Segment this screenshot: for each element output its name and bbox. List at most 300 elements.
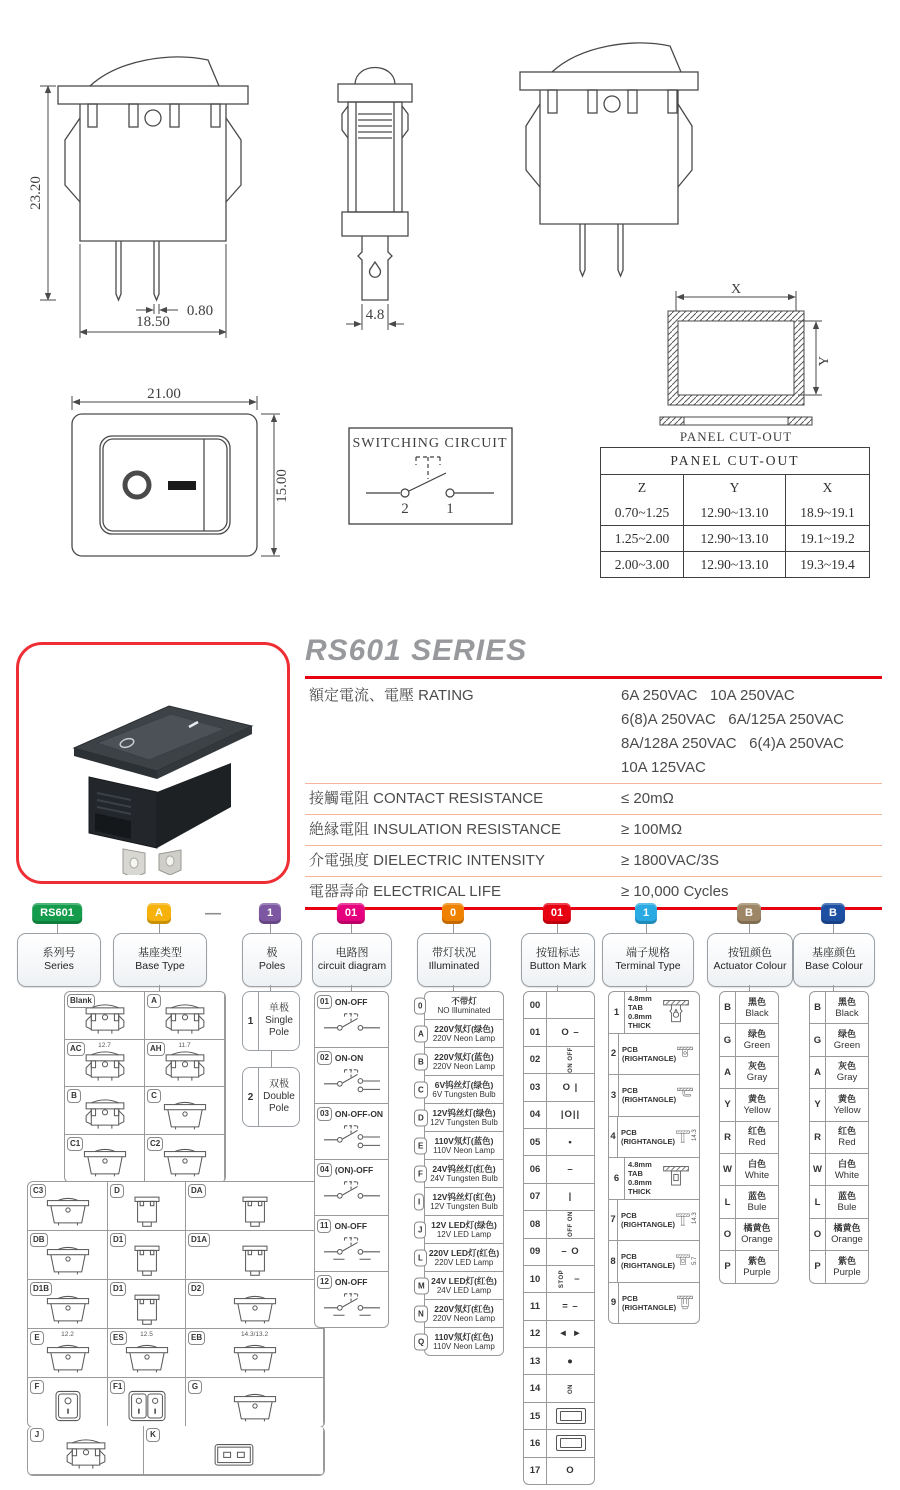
button-mark-symbol <box>547 1430 594 1456</box>
button-mark-option <box>524 1019 594 1046</box>
button-mark-text: – O <box>561 1246 580 1258</box>
spec-label: 絶縁電阻 INSULATION RESISTANCE <box>309 821 561 838</box>
cutout-caption: PANEL CUT-OUT <box>679 429 793 444</box>
terminal-code: 6 <box>609 1158 625 1199</box>
col-header-y: Y <box>684 475 786 500</box>
illuminated-en: 12V Tungsten Bulb <box>430 1201 498 1211</box>
poles-en: Double Pole <box>263 1091 295 1114</box>
spec-value <box>621 681 882 783</box>
colour-option <box>810 1122 868 1154</box>
switch-icon <box>206 1436 262 1472</box>
spec-value: ≥ 10,000 Cycles <box>621 883 729 900</box>
badge-poles: 1 <box>259 903 281 924</box>
colour-code: Y <box>720 1089 736 1120</box>
switch-icon <box>119 1339 175 1375</box>
illuminated-cn: 不带灯 <box>451 995 477 1006</box>
illuminated-cn: 110V氖灯(蓝色) <box>434 1135 494 1146</box>
illuminated-option <box>418 1076 503 1104</box>
base-type-dim: 11.7 <box>178 1041 191 1049</box>
spec-label: 接觸電阻 CONTACT RESISTANCE <box>309 790 544 807</box>
colour-code: P <box>810 1251 826 1282</box>
terminal-code: 9 <box>609 1283 619 1324</box>
button-mark-code: 02 <box>524 1047 547 1073</box>
button-mark-code: 08 <box>524 1211 547 1237</box>
terminal-code: 2 <box>609 1034 619 1075</box>
colour-cn: 黄色 <box>837 1093 856 1104</box>
series-title: RS601 SERIES <box>305 634 528 667</box>
switch-icon <box>157 1096 213 1132</box>
button-mark-text: O <box>566 1465 575 1477</box>
illuminated-option <box>418 1132 503 1160</box>
terminal-icon <box>661 998 691 1026</box>
base-type-code: D1A <box>188 1233 210 1247</box>
switch-icon <box>157 1143 213 1179</box>
circuit-symbol-icon <box>320 1179 384 1207</box>
terminal-line1: PCB <box>620 1127 637 1137</box>
cutout-table-header <box>601 475 869 500</box>
badge-base-type: A <box>147 903 171 924</box>
colour-option <box>810 1186 868 1218</box>
illuminated-cn: 12V钨丝灯(红色) <box>432 1191 496 1202</box>
terminal-code: 7 <box>609 1200 618 1241</box>
label-actuator-colour <box>707 933 793 987</box>
cell-z: 1.25~2.00 <box>601 526 684 551</box>
circuit-symbol-icon <box>320 1123 384 1151</box>
colour-option <box>720 1024 778 1056</box>
terminal-line2: 0.8mm THICK <box>628 1012 652 1031</box>
illuminated-en: 220V Neon Lamp <box>432 1061 496 1071</box>
poles-code: 2 <box>243 1068 259 1126</box>
terminal-2-label: 2 <box>401 501 409 517</box>
button-mark-code: 17 <box>524 1458 547 1484</box>
base-type-code: C <box>147 1089 161 1103</box>
cell-x: 19.3~19.4 <box>800 557 855 572</box>
terminal-line2: (RIGHTANGLE) <box>622 1053 677 1063</box>
label-cn: 基座类型 <box>138 947 182 959</box>
illuminated-en: 24V LED Lamp <box>436 1285 492 1295</box>
label-en: Base Colour <box>805 960 863 972</box>
base-type-dim: 12.5 <box>140 1331 153 1338</box>
colour-option <box>810 1154 868 1186</box>
illuminated-option <box>418 992 503 1020</box>
badge-circuit: 01 <box>337 903 365 924</box>
switch-icon <box>77 1096 133 1132</box>
actuator-colour-column <box>719 991 779 1284</box>
illuminated-cn: 24V钨丝灯(红色) <box>432 1163 496 1174</box>
circuit-option <box>315 1216 388 1272</box>
colour-label <box>736 1154 778 1185</box>
colour-label <box>736 1219 778 1250</box>
circuit-symbol-icon <box>320 1235 384 1263</box>
button-mark-option <box>524 1403 594 1430</box>
button-mark-symbol <box>547 1293 594 1319</box>
base-type-code: F1 <box>110 1380 125 1394</box>
badge-series: RS601 <box>32 903 82 924</box>
base-type-code: J <box>30 1428 44 1442</box>
cutout-table-row <box>601 525 869 551</box>
button-mark-code: 01 <box>524 1019 547 1045</box>
button-mark-code: 03 <box>524 1074 547 1100</box>
colour-code: O <box>720 1219 736 1250</box>
spec-row-insulation <box>305 815 882 846</box>
colour-en: Green <box>743 1040 771 1052</box>
label-en: Actuator Colour <box>713 960 787 972</box>
button-mark-option <box>524 1375 594 1402</box>
button-mark-symbol <box>547 1211 594 1237</box>
base-type-cell <box>108 1329 186 1378</box>
button-mark-option <box>524 1293 594 1320</box>
terminal-line1: PCB <box>622 1293 638 1303</box>
illuminated-code: L <box>414 1249 427 1266</box>
base-type-code: K <box>146 1428 160 1442</box>
base-type-cell <box>108 1378 186 1427</box>
colour-code: W <box>810 1154 826 1185</box>
ordering-code-section <box>0 895 900 1490</box>
label-circuit <box>312 933 392 987</box>
colour-code: Y <box>810 1089 826 1120</box>
illuminated-en: 6V Tungsten Bulb <box>432 1089 496 1099</box>
switch-icon <box>119 1290 175 1326</box>
colour-cn: 白色 <box>837 1158 856 1169</box>
colour-cn: 黄色 <box>747 1093 766 1104</box>
cell-y: 12.90~13.10 <box>684 500 786 525</box>
colour-en: Green <box>833 1040 861 1052</box>
spec-row-dielectric <box>305 846 882 877</box>
illuminated-code: F <box>414 1165 427 1182</box>
colour-code: A <box>720 1057 736 1088</box>
base-type-code: AC <box>67 1042 85 1056</box>
base-type-code: G <box>188 1380 202 1394</box>
button-mark-text: • <box>568 1136 573 1148</box>
base-type-cell <box>108 1231 186 1280</box>
button-mark-code: 15 <box>524 1403 547 1429</box>
button-mark-code: 11 <box>524 1293 547 1319</box>
colour-en: Bule <box>747 1202 767 1214</box>
terminal-option <box>609 1241 699 1283</box>
illuminated-en: 220V LED Lamp <box>434 1257 494 1267</box>
button-mark-code: 05 <box>524 1129 547 1155</box>
illuminated-cn: 220V LED灯(红色) <box>428 1247 500 1258</box>
button-mark-symbol <box>547 1375 594 1401</box>
terminal-option <box>609 1117 699 1159</box>
illuminated-option <box>418 1300 503 1328</box>
colour-option <box>810 1089 868 1121</box>
base-type-cell <box>145 1087 225 1135</box>
circuit-code: 12 <box>317 1275 332 1289</box>
colour-option <box>720 1122 778 1154</box>
circuit-code: 03 <box>317 1107 332 1121</box>
terminal-label <box>625 1160 661 1196</box>
poles-option <box>242 1067 300 1127</box>
label-button-mark <box>521 933 595 987</box>
base-type-code: D1 <box>110 1233 126 1247</box>
circuit-option <box>315 1272 388 1327</box>
connector <box>57 924 58 933</box>
rocker-face-icon <box>556 1408 586 1424</box>
button-mark-column <box>523 991 595 1485</box>
illuminated-cn: 6V钨丝灯(绿色) <box>434 1079 494 1090</box>
colour-cn: 红色 <box>747 1126 766 1137</box>
illuminated-cn: 220V氖灯(蓝色) <box>434 1051 494 1062</box>
terminal-code: 4 <box>609 1117 618 1158</box>
spec-value: ≥ 100MΩ <box>621 821 683 838</box>
terminal-option <box>609 1283 699 1324</box>
badge-actuator-colour: B <box>737 903 761 924</box>
illuminated-option <box>418 1104 503 1132</box>
button-mark-rotated-text: STOP <box>559 1269 566 1289</box>
illuminated-cn: 12V LED灯(绿色) <box>431 1219 497 1230</box>
circuit-symbol-icon <box>320 1291 384 1319</box>
cutout-y-label: Y <box>817 355 832 367</box>
terminal-dim: 14.3 <box>692 1129 698 1141</box>
button-mark-option <box>524 1430 594 1457</box>
colour-label <box>826 1186 868 1217</box>
button-mark-symbol <box>547 1403 594 1429</box>
connector <box>749 924 750 933</box>
circuit-head <box>315 1216 388 1233</box>
button-mark-option <box>524 1074 594 1101</box>
spec-label: 電器壽命 ELECTRICAL LIFE <box>309 883 501 900</box>
base-type-cell <box>186 1378 324 1427</box>
colour-label <box>736 992 778 1023</box>
cell-y: 12.90~13.10 <box>684 526 786 551</box>
base-type-grid-upper <box>64 991 226 1183</box>
poles-cn: 单极 <box>269 1003 289 1014</box>
illuminated-cn: 220V氖灯(红色) <box>434 1303 494 1314</box>
base-type-cell <box>144 1426 324 1475</box>
base-type-grid-lower <box>27 1181 325 1428</box>
panel-cutout-table <box>600 447 870 578</box>
colour-code: P <box>720 1251 736 1282</box>
button-mark-text: – <box>574 1273 581 1285</box>
badge-illuminated: 0 <box>442 903 464 924</box>
label-series <box>17 933 101 987</box>
terminal-icon <box>675 1247 691 1275</box>
button-mark-option <box>524 1129 594 1156</box>
button-mark-rotated-text: ON <box>567 1383 574 1394</box>
button-mark-option <box>524 1184 594 1211</box>
base-type-code: DB <box>30 1233 48 1247</box>
badge-terminal: 1 <box>635 903 657 924</box>
rating-line: 6A 250VAC 10A 250VAC <box>621 687 795 704</box>
button-mark-symbol <box>547 1047 594 1073</box>
button-mark-text: | <box>568 1191 573 1203</box>
series-rule-top <box>305 676 882 679</box>
front-view-drawing-2 <box>492 22 722 292</box>
illuminated-option <box>418 1272 503 1300</box>
base-type-grid-bottom <box>27 1426 325 1476</box>
button-mark-option <box>524 1458 594 1484</box>
terminal-dim: 5.7 <box>692 1256 698 1266</box>
label-cn: 带灯状况 <box>432 947 476 959</box>
colour-option <box>720 1089 778 1121</box>
colour-code: A <box>810 1057 826 1088</box>
colour-en: Orange <box>831 1234 863 1246</box>
colour-label <box>736 1186 778 1217</box>
label-cn: 系列号 <box>42 947 76 959</box>
circuit-label: (ON)-OFF <box>334 1165 374 1175</box>
button-mark-option <box>524 1266 594 1293</box>
base-type-dim: 14.3/13.2 <box>240 1331 269 1338</box>
button-mark-text: O – <box>561 1027 580 1039</box>
button-mark-symbol <box>547 1102 594 1128</box>
button-mark-option <box>524 1047 594 1074</box>
button-mark-code: 07 <box>524 1184 547 1210</box>
button-mark-code: 00 <box>524 992 547 1018</box>
terminal-1-label: 1 <box>446 501 454 517</box>
button-mark-text: ● <box>567 1355 574 1367</box>
terminal-option <box>609 992 699 1034</box>
terminal-line2: (RIGHTANGLE) <box>622 1302 677 1312</box>
base-type-cell <box>28 1231 108 1280</box>
spec-label: 額定電流、電壓 RATING <box>309 687 474 704</box>
button-mark-symbol <box>547 1348 594 1374</box>
button-mark-code: 04 <box>524 1102 547 1128</box>
colour-cn: 紫色 <box>837 1255 856 1266</box>
terminal-code: 3 <box>609 1075 619 1116</box>
side-view-drawing <box>300 22 450 362</box>
colour-label <box>826 992 868 1023</box>
colour-label <box>736 1122 778 1153</box>
base-type-code: D2 <box>188 1282 204 1296</box>
spec-value: ≤ 20mΩ <box>621 790 674 807</box>
colour-option <box>810 1057 868 1089</box>
colour-label <box>826 1122 868 1153</box>
colour-cn: 绿色 <box>747 1029 766 1040</box>
colour-cn: 黑色 <box>747 996 766 1007</box>
switch-icon <box>119 1192 175 1228</box>
label-cn: 极 <box>266 947 278 959</box>
cell-z: 2.00~3.00 <box>601 552 684 577</box>
terminal-option <box>609 1200 699 1242</box>
colour-code: R <box>720 1122 736 1153</box>
circuit-label: ON-OFF-ON <box>334 1109 384 1119</box>
switch-icon <box>77 1143 133 1179</box>
terminal-line2: (RIGHTANGLE) <box>620 1261 676 1271</box>
illuminated-option <box>418 1216 503 1244</box>
colour-en: Red <box>838 1137 856 1149</box>
colour-en: Gray <box>836 1072 858 1084</box>
cutout-table-title: PANEL CUT-OUT <box>601 448 869 475</box>
button-mark-symbol <box>547 1156 594 1182</box>
label-en: circuit diagram <box>317 960 387 972</box>
colour-en: White <box>834 1169 860 1181</box>
circuit-code: 02 <box>317 1051 332 1065</box>
colour-cn: 橘黄色 <box>743 1223 771 1234</box>
button-mark-rotated-text: ON OFF <box>567 1047 574 1073</box>
label-poles <box>242 933 302 987</box>
terminal-line1: 4.8mm TAB <box>628 994 652 1013</box>
button-mark-symbol <box>547 1458 594 1484</box>
terminal-icon <box>676 1040 694 1068</box>
terminal-icon <box>676 1289 694 1317</box>
rating-line: 8A/128A 250VAC 6(4)A 250VAC <box>621 735 844 752</box>
label-base-colour <box>793 933 875 987</box>
colour-cn: 黑色 <box>837 996 856 1007</box>
connector <box>557 924 558 933</box>
colour-label <box>736 1089 778 1120</box>
colour-cn: 蓝色 <box>837 1191 856 1202</box>
button-mark-text: ◄ ► <box>558 1328 583 1340</box>
connector <box>159 924 160 933</box>
cutout-table-row <box>601 500 869 525</box>
spec-label: 介電强度 DIELECTRIC INTENSITY <box>309 852 545 869</box>
label-en: Terminal Type <box>615 960 681 972</box>
rocker-face-icon <box>556 1435 586 1451</box>
terminal-option <box>609 1034 699 1076</box>
button-mark-code: 09 <box>524 1239 547 1265</box>
terminal-line2: (RIGHTANGLE) <box>622 1095 677 1105</box>
dim-height-label: 23.20 <box>28 176 44 210</box>
button-mark-option <box>524 1239 594 1266</box>
spec-value: ≥ 1800VAC/3S <box>621 852 720 869</box>
button-mark-code: 06 <box>524 1156 547 1182</box>
spec-row-contact <box>305 784 882 815</box>
base-type-dim: 12.2 <box>61 1331 74 1338</box>
label-en: Poles <box>258 960 286 972</box>
illuminated-en: 110V Neon Lamp <box>433 1341 495 1351</box>
button-mark-code: 16 <box>524 1430 547 1456</box>
label-en: Base Type <box>135 960 185 972</box>
illuminated-option <box>418 1020 503 1048</box>
base-type-code: E <box>30 1331 44 1345</box>
connector <box>270 924 271 933</box>
button-mark-text: = – <box>562 1300 579 1312</box>
circuit-label: ON-ON <box>334 1053 364 1063</box>
illuminated-option <box>418 1328 503 1355</box>
base-type-code: C2 <box>147 1137 163 1151</box>
button-mark-symbol <box>547 992 594 1018</box>
illuminated-cn: 110V氖灯(红色) <box>434 1331 494 1342</box>
connector <box>833 924 834 933</box>
colour-en: Black <box>745 1007 769 1019</box>
base-type-cell <box>186 1231 324 1280</box>
illuminated-en: 12V LED Lamp <box>436 1229 492 1239</box>
illuminated-code: J <box>414 1221 426 1238</box>
colour-en: Gray <box>746 1072 768 1084</box>
button-mark-text: |O|| <box>560 1109 581 1121</box>
dim-topwidth-label: 21.00 <box>147 388 181 402</box>
colour-label <box>826 1251 868 1282</box>
base-type-cell <box>28 1182 108 1231</box>
circuit-code: 04 <box>317 1163 332 1177</box>
base-type-dim: 12.7 <box>98 1041 111 1049</box>
colour-code: O <box>810 1219 826 1250</box>
dim-tab-label: 4.8 <box>365 307 385 323</box>
base-type-cell <box>65 1135 145 1183</box>
illuminated-en: 12V Tungsten Bulb <box>430 1117 498 1127</box>
illuminated-code: B <box>414 1053 428 1070</box>
colour-cn: 紫色 <box>747 1255 766 1266</box>
colour-label <box>736 1057 778 1088</box>
illuminated-code: C <box>414 1081 428 1098</box>
illuminated-code: I <box>414 1193 424 1210</box>
button-mark-symbol <box>547 1184 594 1210</box>
colour-option <box>720 1057 778 1089</box>
button-mark-option <box>524 1156 594 1183</box>
terminal-icon <box>675 1206 691 1234</box>
top-view-drawing <box>52 388 292 573</box>
terminal-dim: 14.3 <box>692 1212 698 1224</box>
colour-cn: 灰色 <box>747 1061 766 1072</box>
colour-label <box>826 1154 868 1185</box>
rating-line: 6(8)A 250VAC 6A/125A 250VAC <box>621 711 844 728</box>
button-mark-text: – <box>567 1164 574 1176</box>
circuit-code: 11 <box>317 1219 331 1233</box>
terminal-option <box>609 1158 699 1200</box>
colour-cn: 红色 <box>837 1126 856 1137</box>
colour-label <box>826 1057 868 1088</box>
